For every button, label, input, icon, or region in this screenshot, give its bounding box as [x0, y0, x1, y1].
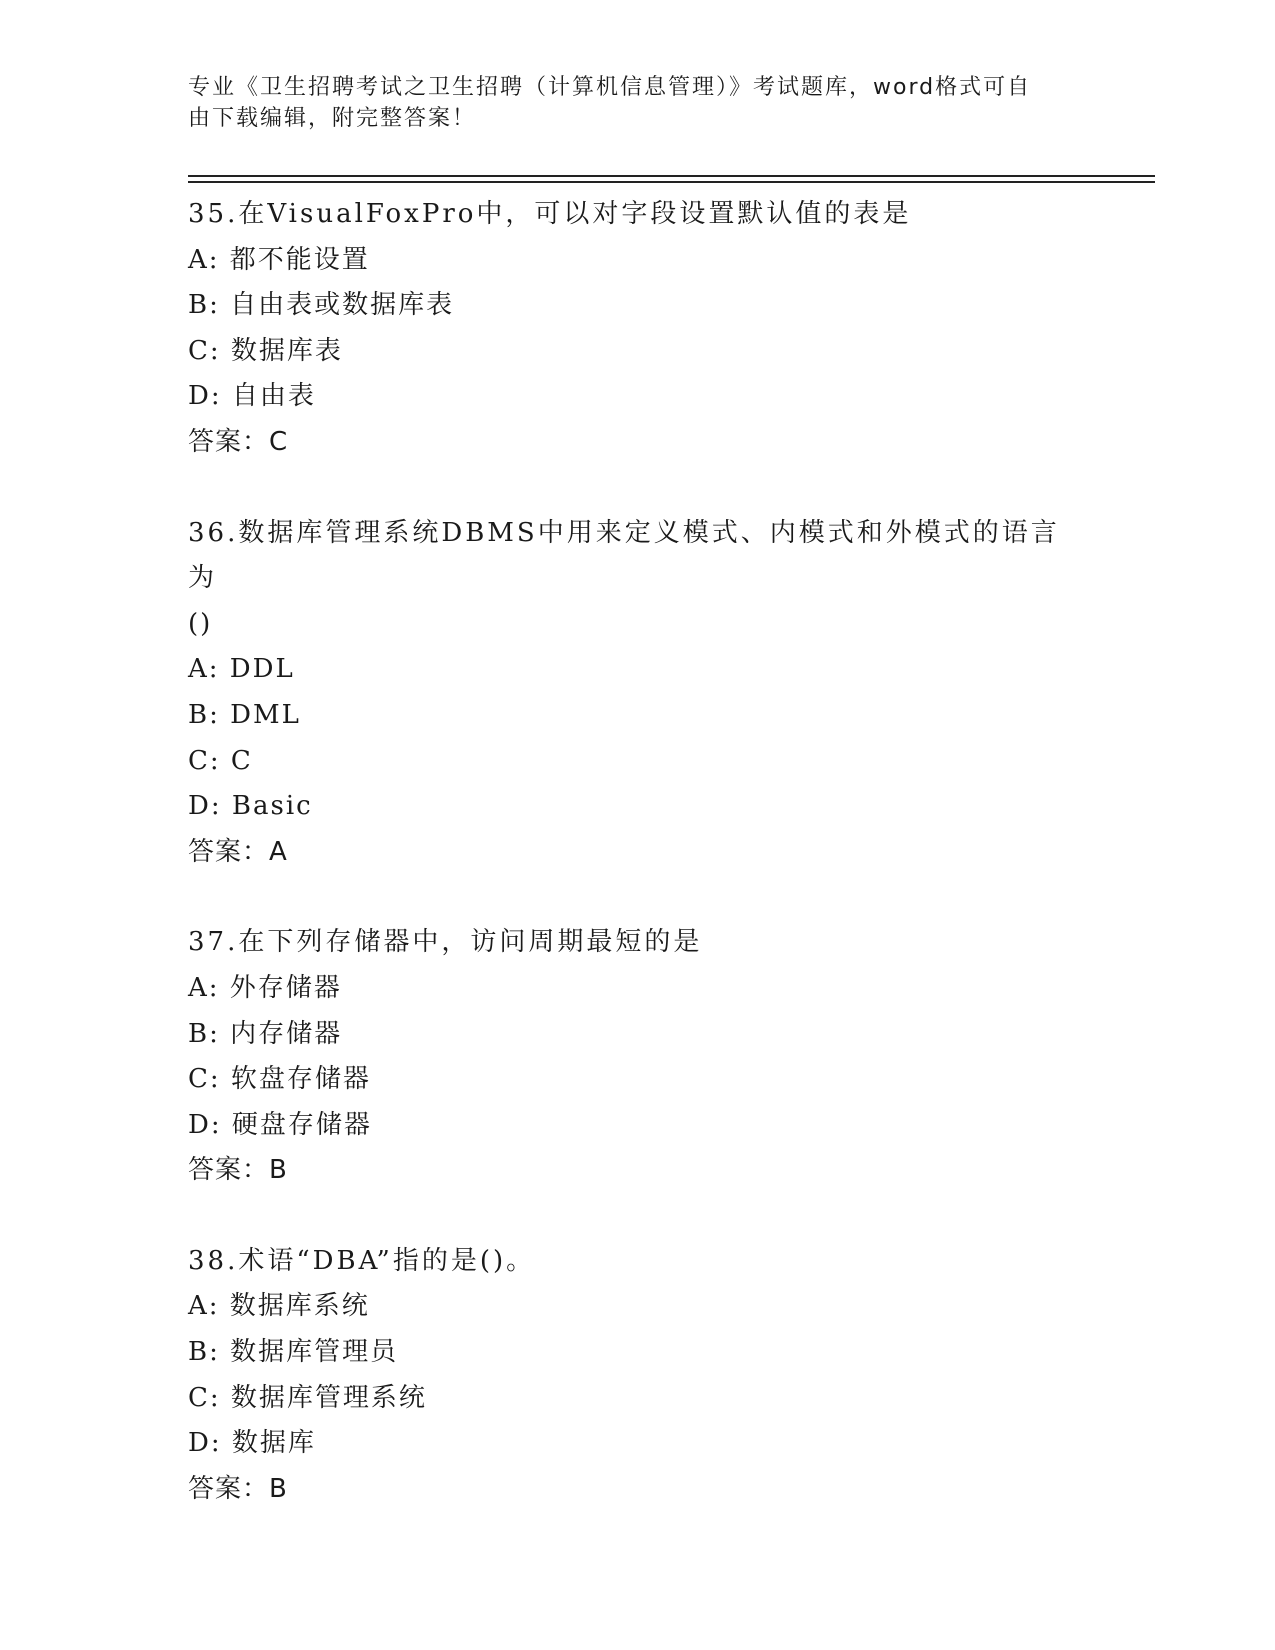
- option-d: D: 自由表: [188, 381, 316, 412]
- question-35: [188, 192, 1088, 466]
- question-stem-continuation: (): [188, 608, 213, 639]
- question-38: [188, 1239, 1088, 1513]
- option-b: B: 自由表或数据库表: [188, 290, 455, 321]
- question-stem: 36.数据库管理系统DBMS中用来定义模式、内模式和外模式的语言为: [188, 517, 1060, 594]
- document-header: [188, 72, 1088, 134]
- option-c: C: 数据库管理系统: [188, 1382, 427, 1413]
- option-b: B: 内存储器: [188, 1018, 343, 1049]
- question-37: [188, 920, 1088, 1194]
- answer-label: 答案：C: [188, 426, 289, 457]
- option-a: A: DDL: [188, 654, 295, 685]
- question-list: [188, 192, 1088, 1557]
- header-line-1: 专业《卫生招聘考试之卫生招聘（计算机信息管理）》考试题库，word格式可自: [188, 75, 1032, 100]
- answer-label: 答案：B: [188, 1155, 288, 1186]
- option-d: D: 数据库: [188, 1428, 316, 1459]
- option-d: D: 硬盘存储器: [188, 1109, 372, 1140]
- answer-label: 答案：B: [188, 1473, 288, 1504]
- answer-label: 答案：A: [188, 836, 288, 867]
- option-b: B: 数据库管理员: [188, 1337, 399, 1368]
- option-d: D: Basic: [188, 791, 313, 822]
- option-c: C: 数据库表: [188, 335, 343, 366]
- header-divider-bottom: [188, 181, 1155, 183]
- option-c: C: C: [188, 745, 253, 776]
- question-stem: 37.在下列存储器中，访问周期最短的是: [188, 927, 703, 958]
- option-b: B: DML: [188, 699, 301, 730]
- header-divider-top: [188, 175, 1155, 177]
- question-stem: 38.术语“DBA”指的是()。: [188, 1245, 536, 1276]
- header-line-2: 由下载编辑，附完整答案！: [188, 106, 477, 131]
- question-36: [188, 511, 1088, 876]
- option-c: C: 软盘存储器: [188, 1064, 371, 1095]
- option-a: A: 外存储器: [188, 972, 342, 1003]
- option-a: A: 都不能设置: [188, 244, 370, 275]
- option-a: A: 数据库系统: [188, 1291, 370, 1322]
- question-stem: 35.在VisualFoxPro中，可以对字段设置默认值的表是: [188, 199, 912, 229]
